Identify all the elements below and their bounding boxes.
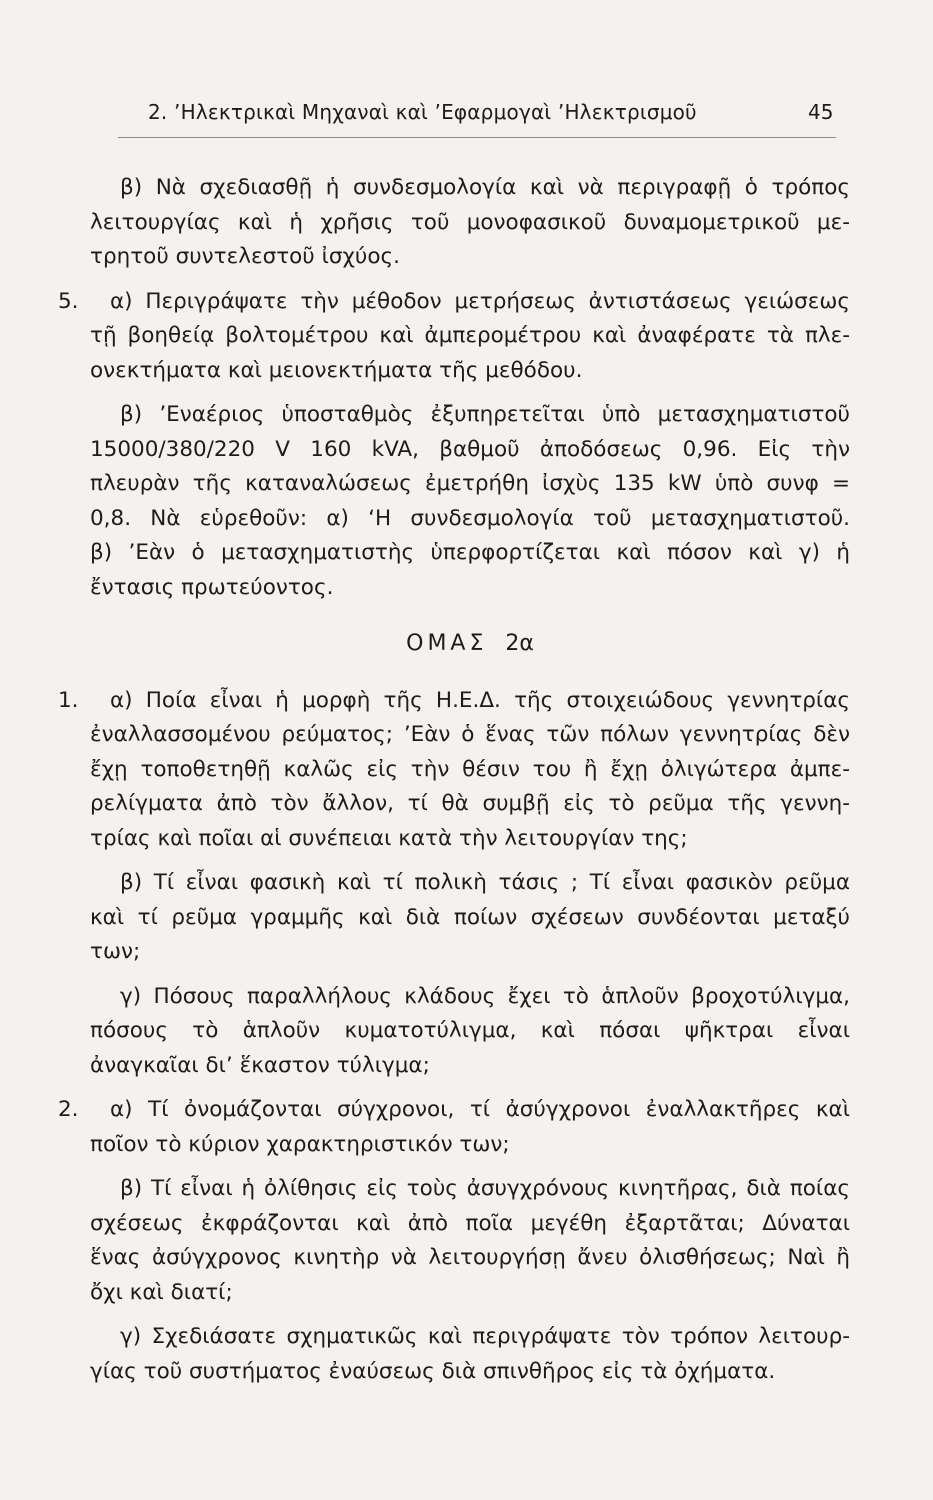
q1-b-line-2: καὶ τί ρεῦμα γραμμῆς καὶ διὰ ποίων σχέσεων συνδέονται μεταξύ: [90, 904, 850, 930]
q5-b-line-3: πλευρὰν τῆς καταναλώσεως ἐμετρήθη ἰσχὺς 135 kW ὑπὸ συνφ =: [90, 471, 850, 496]
q1-c-line-3: ἀναγκαῖαι δι’ ἕκαστον τύλιγμα;: [90, 1052, 430, 1078]
q2-b-line-4: ὄχι καὶ διατί;: [90, 1279, 233, 1305]
question-number-1: 1.: [58, 687, 79, 713]
section-subheading: 2α: [505, 631, 534, 656]
section-heading: [60, 627, 850, 662]
q5-b-line-1: β) ’Εναέριος ὑποσταθμὸς ἐξυπηρετεῖται ὑπὸ μετασχηματιστοῦ: [120, 402, 850, 427]
q5-b-line-4: 0,8. Νὰ εὑρεθοῦν: α) ‘Η συνδεσμολογία τοῦ μετασχηματιστοῦ.: [90, 505, 850, 531]
q1-c-line-2: πόσους τὸ ἁπλοῦν κυματοτύλιγμα, καὶ πόσαι ψῆκτραι εἶναι: [90, 1018, 850, 1043]
header-rule: [118, 137, 836, 138]
q5-a-line-2: τῇ βοηθείᾳ βολτομέτρου καὶ ἀμπερομέτρου καὶ ἀναφέρατε τὰ πλε-: [90, 323, 850, 348]
section-heading-text: ΟΜΑΣ: [406, 631, 488, 656]
q1-c-line-1: γ) Πόσους παραλλήλους κλάδους ἔχει τὸ ἁπλοῦν βροχοτύλιγμα,: [120, 983, 850, 1009]
running-header-title: 2. ’Ηλεκτρικαὶ Μηχαναὶ καὶ ’Εφαρμογαὶ ’Ηλεκτρισμοῦ: [148, 100, 697, 124]
q5-a-line-3: ονεκτήματα καὶ μειονεκτήματα τῆς μεθόδου.: [90, 357, 583, 383]
q2-c-line-2: γίας τοῦ συστήματος ἐναύσεως διὰ σπινθῆρος εἰς τὰ ὀχήματα.: [90, 1358, 776, 1384]
q2-a-line-1: 2. α) Τί ὀνομάζονται σύγχρονοι, τί ἀσύγχρονοι ἐναλλακτῆρες καὶ: [60, 1093, 850, 1128]
q2-b-line-1: β) Τί εἶναι ἡ ὀλίθησις εἰς τοὺς ἀσυγχρόνους κινητῆρας, διὰ ποίας: [120, 1176, 850, 1201]
q5-a-line-1: 5. α) Περιγράψατε τὴν μέθοδον μετρήσεως ἀντιστάσεως γειώσεως: [60, 285, 850, 320]
q5-b-line-6: ἔντασις πρωτεύοντος.: [90, 574, 334, 600]
prev-b-line-1: β) Νὰ σχεδιασθῇ ἡ συνδεσμολογία καὶ νὰ περιγραφῇ ὁ τρόπος: [120, 175, 850, 200]
q2-c-line-1: γ) Σχεδιάσατε σχηματικῶς καὶ περιγράψατε τὸν τρόπον λειτουρ-: [120, 1324, 850, 1349]
q1-a-line-3: ἔχῃ τοποθετηθῇ καλῶς εἰς τὴν θέσιν του ἢ ἔχῃ ὀλιγώτερα ἀμπε-: [90, 756, 850, 782]
page-content: [60, 171, 850, 1389]
q1-a-line-2: ἐναλλασσομένου ρεύματος; ’Εὰν ὁ ἕνας τῶν πόλων γεννητρίας δὲν: [90, 722, 850, 747]
question-number-5: 5.: [58, 288, 79, 314]
q2-a-line-2: ποῖον τὸ κύριον χαρακτηριστικόν των;: [90, 1131, 510, 1157]
question-number-2: 2.: [58, 1097, 79, 1122]
q5-b-line-5: β) ’Εὰν ὁ μετασχηματιστὴς ὑπερφορτίζεται καὶ πόσον καὶ γ) ἡ: [90, 540, 850, 565]
q2-b-line-2: σχέσεως ἐκφράζονται καὶ ἀπὸ ποῖα μεγέθη ἐξαρτᾶται; Δύναται: [90, 1210, 850, 1236]
q1-a-line-5: τρίας καὶ ποῖαι αἱ συνέπειαι κατὰ τὴν λειτουργίαν της;: [90, 825, 688, 851]
q1-a-line-4: ρελίγματα ἀπὸ τὸν ἄλλον, τί θὰ συμβῇ εἰς τὸ ρεῦμα τῆς γεννη-: [90, 791, 850, 816]
prev-b-line-3: τρητοῦ συντελεστοῦ ἰσχύος.: [90, 244, 400, 269]
q5-b-line-2: 15000/380/220 V 160 kVA, βαθμοῦ ἀποδόσεως 0,96. Εἰς τὴν: [90, 436, 850, 462]
q2-b-line-3: ἕνας ἀσύγχρονος κινητὴρ νὰ λειτουργήσῃ ἄνευ ὀλισθήσεως; Ναὶ ἢ: [90, 1245, 850, 1270]
page-number: 45: [808, 100, 834, 124]
q1-b-line-3: των;: [90, 939, 141, 964]
prev-b-line-2: λειτουργίας καὶ ἡ χρῆσις τοῦ μονοφασικοῦ δυναμομετρικοῦ με-: [90, 209, 850, 235]
q1-a-line-1: 1. α) Ποία εἶναι ἡ μορφὴ τῆς Η.Ε.Δ. τῆς στοιχειώδους γεννητρίας: [60, 684, 850, 719]
q1-b-line-1: β) Τί εἶναι φασικὴ καὶ τί πολικὴ τάσις ; Τί εἶναι φασικὸν ρεῦμα: [120, 870, 850, 895]
